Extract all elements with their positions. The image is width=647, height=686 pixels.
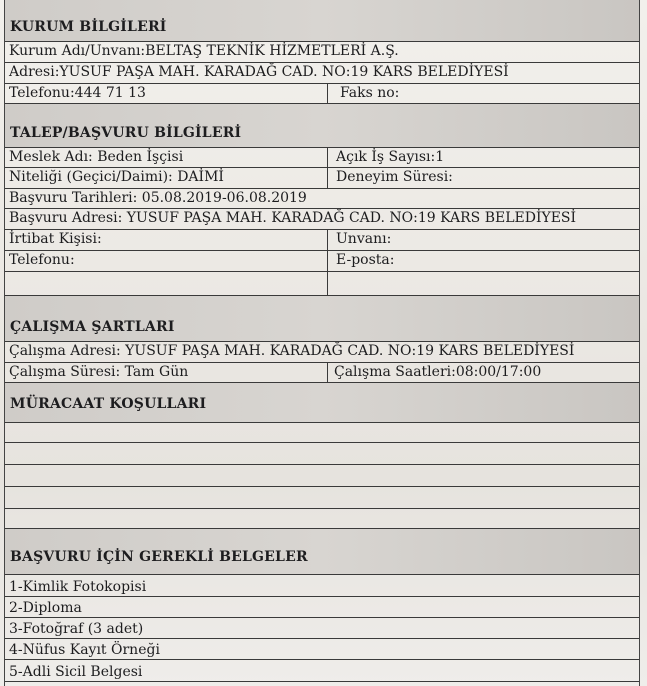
row-basvuru-adres	[5, 209, 639, 230]
row-irtibat	[5, 230, 639, 251]
field-kurum-telefon: Telefonu:444 71 13	[9, 85, 146, 101]
document-item: 3-Fotoğraf (3 adet)	[9, 621, 144, 637]
section-title: ÇALIŞMA ŞARTLARI	[10, 319, 175, 335]
field-nitelik: Niteliği (Geçici/Daimi): DAİMİ	[9, 169, 224, 185]
field-talep-telefon: Telefonu:	[9, 252, 75, 268]
document-item: 1-Kimlik Fotokopisi	[9, 579, 147, 595]
blank-line	[5, 443, 639, 465]
section-header-talep	[5, 104, 639, 148]
section-title: TALEP/BAŞVURU BİLGİLERİ	[10, 125, 242, 141]
document-item: 4-Nüfus Kayıt Örneği	[9, 642, 160, 658]
field-irtibat: İrtibat Kişisi:	[9, 231, 102, 247]
blank-line	[5, 423, 639, 443]
row-calisma-adres	[5, 342, 639, 363]
list-item	[5, 660, 639, 682]
list-item	[5, 618, 639, 639]
field-unvan: Unvanı:	[327, 230, 639, 250]
row-kurum-adi	[5, 42, 639, 63]
row-kurum-adres	[5, 63, 639, 84]
row-empty	[5, 272, 639, 296]
row-nitelik	[5, 168, 639, 189]
field-calisma-sure: Çalışma Süresi: Tam Gün	[9, 364, 189, 380]
row-telefon	[5, 251, 639, 272]
field-kurum-adi: Kurum Adı/Unvanı:BELTAŞ TEKNİK HİZMETLERİ A.Ş.	[9, 43, 399, 59]
blank-line	[5, 509, 639, 529]
row-calisma-sure	[5, 363, 639, 383]
section-header-kurum	[5, 0, 639, 42]
section-header-muracaat	[5, 383, 639, 423]
row-meslek	[5, 148, 639, 168]
field-calisma-saatler: Çalışma Saatleri:08:00/17:00	[327, 363, 639, 382]
field-kurum-adres: Adresi:YUSUF PAŞA MAH. KARADAĞ CAD. NO:19 KARS BELEDİYESİ	[9, 64, 509, 80]
field-eposta: E-posta:	[327, 251, 639, 271]
field-tarihler: Başvuru Tarihleri: 05.08.2019-06.08.2019	[9, 190, 307, 206]
row-tarihler	[5, 189, 639, 209]
field-basvuru-adres: Başvuru Adresi: YUSUF PAŞA MAH. KARADAĞ CAD. NO:19 KARS BELEDİYESİ	[9, 210, 577, 226]
section-title: BAŞVURU İÇİN GEREKLİ BELGELER	[10, 549, 308, 565]
field-deneyim: Deneyim Süresi:	[327, 168, 639, 188]
row-kurum-telefon	[5, 84, 639, 104]
blank-line	[5, 487, 639, 509]
form-sheet	[4, 0, 640, 686]
blank-line	[5, 465, 639, 487]
field-meslek: Meslek Adı: Beden İşçisi	[9, 149, 184, 165]
empty-cell	[327, 272, 639, 295]
field-kurum-faks: Faks no:	[327, 84, 639, 103]
list-item	[5, 575, 639, 597]
document-item: 2-Diploma	[9, 600, 82, 616]
section-header-belgeler	[5, 529, 639, 575]
list-item	[5, 639, 639, 660]
list-item	[5, 597, 639, 618]
document-item: 5-Adli Sicil Belgesi	[9, 664, 143, 680]
section-header-calisma	[5, 296, 639, 342]
section-title: MÜRACAAT KOŞULLARI	[10, 396, 207, 412]
field-calisma-adres: Çalışma Adresi: YUSUF PAŞA MAH. KARADAĞ CAD. NO:19 KARS BELEDİYESİ	[9, 343, 575, 359]
field-acik-is: Açık İş Sayısı:1	[327, 148, 639, 167]
section-title: KURUM BİLGİLERİ	[10, 19, 167, 35]
empty-cell	[5, 272, 327, 295]
